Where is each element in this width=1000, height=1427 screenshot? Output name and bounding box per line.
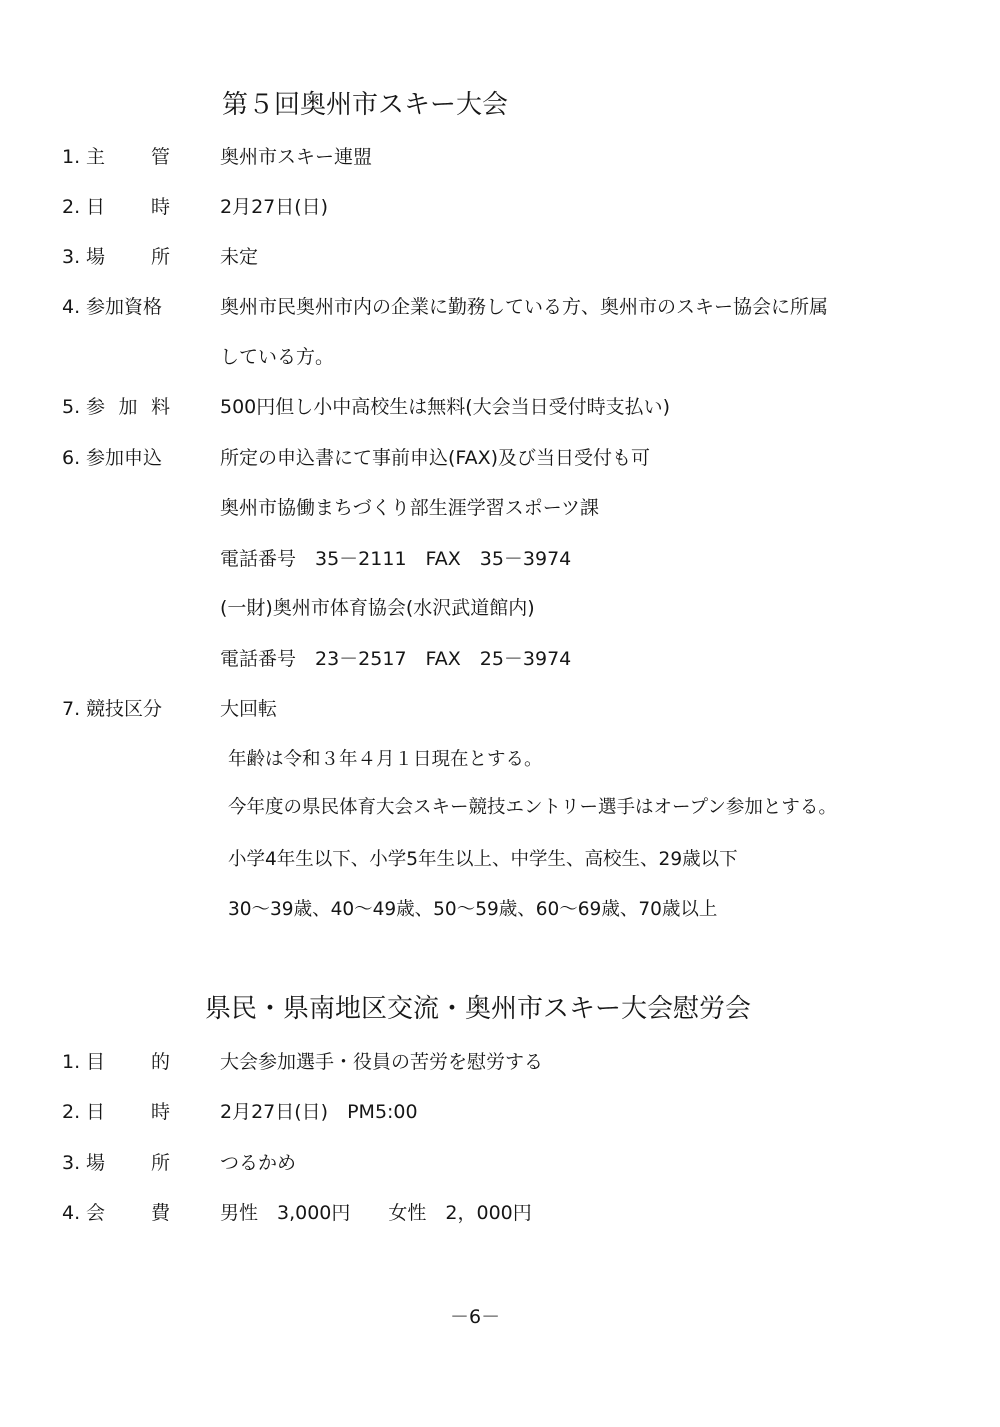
- page-number: －6－: [450, 1306, 501, 1328]
- s1-item7-line4: 30～39歳、40～49歳、50～59歳、60～69歳、70歳以上: [228, 899, 718, 920]
- s2-item1-num: 1.: [62, 1051, 81, 1073]
- s2-item4-num: 4.: [62, 1202, 81, 1224]
- s1-item6-line2: 電話番号 35－2111 FAX 35－3974: [220, 548, 572, 570]
- s1-item4-num: 4.: [62, 296, 81, 318]
- s2-item3-num: 3.: [62, 1152, 81, 1174]
- s1-item6-line1: 奥州市協働まちづくり部生涯学習スポーツ課: [220, 497, 600, 519]
- s1-item4-label: 参加資格: [86, 296, 163, 318]
- s1-item3-num: 3.: [62, 246, 81, 268]
- s1-item1-num: 1.: [62, 146, 81, 168]
- s1-item6-num: 6.: [62, 447, 81, 469]
- s1-item2-num: 2.: [62, 196, 81, 218]
- s2-item2-label: 日 時: [86, 1101, 170, 1123]
- s2-item3-value: つるかめ: [220, 1152, 297, 1174]
- s1-item6-line3: (一財)奥州市体育協会(水沢武道館内): [220, 597, 535, 619]
- s2-item4-value: 男性 3,000円 女性 2，000円: [220, 1202, 532, 1224]
- s1-item5-label: 参 加 料: [86, 396, 170, 418]
- s1-item5-value: 500円但し小中高校生は無料(大会当日受付時支払い): [220, 396, 671, 418]
- s2-item1-label: 目 的: [86, 1051, 170, 1073]
- section1-title: 第５回奥州市スキー大会: [222, 90, 509, 120]
- s1-item7-line1: 年齢は令和３年４月１日現在とする。: [228, 749, 543, 770]
- s1-item7-line3: 小学4年生以下、小学5年生以上、中学生、高校生、29歳以下: [228, 849, 738, 870]
- s2-item2-num: 2.: [62, 1101, 81, 1123]
- s1-item3-value: 未定: [220, 246, 259, 268]
- s2-item2-value: 2月27日(日) PM5:00: [220, 1101, 418, 1123]
- s1-item4-value: 奥州市民奥州市内の企業に勤務している方、奥州市のスキー協会に所属: [220, 296, 829, 318]
- s1-item6-value: 所定の申込書にて事前申込(FAX)及び当日受付も可: [220, 447, 651, 469]
- s1-item2-value: 2月27日(日): [220, 196, 329, 218]
- s1-item6-label: 参加申込: [86, 447, 163, 469]
- s2-item1-value: 大会参加選手・役員の苦労を慰労する: [220, 1051, 544, 1073]
- s1-item7-line2: 今年度の県民体育大会スキー競技エントリー選手はオープン参加とする。: [228, 797, 837, 818]
- s1-item3-label: 場 所: [86, 246, 170, 268]
- s2-item3-label: 場 所: [86, 1152, 170, 1174]
- s1-item4-value-cont: している方。: [220, 346, 335, 368]
- s2-item4-label: 会 費: [86, 1202, 170, 1224]
- s1-item7-value: 大回転: [220, 698, 278, 720]
- section2-title: 県民・県南地区交流・奥州市スキー大会慰労会: [205, 994, 752, 1024]
- s1-item5-num: 5.: [62, 396, 81, 418]
- s1-item7-label: 競技区分: [86, 698, 163, 720]
- s1-item1-label: 主 管: [86, 146, 170, 168]
- s1-item2-label: 日 時: [86, 196, 170, 218]
- s1-item7-num: 7.: [62, 698, 81, 720]
- s1-item1-value: 奥州市スキー連盟: [220, 146, 373, 168]
- s1-item6-line4: 電話番号 23－2517 FAX 25－3974: [220, 648, 572, 670]
